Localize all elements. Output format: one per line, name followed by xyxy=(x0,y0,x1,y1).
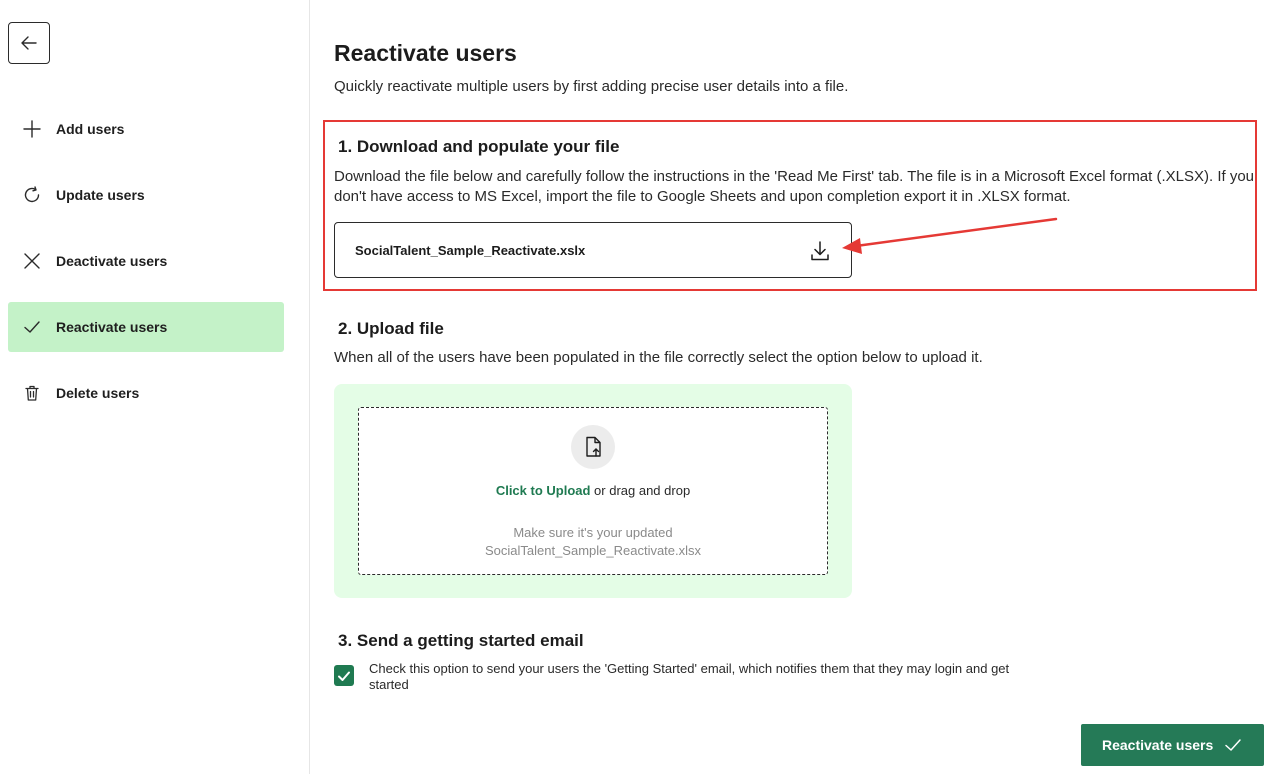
checkmark-icon xyxy=(337,669,351,683)
back-button[interactable] xyxy=(8,22,50,64)
sidebar-item-reactivate-users[interactable] xyxy=(8,302,284,352)
sidebar xyxy=(0,0,310,774)
file-upload-icon xyxy=(571,425,615,469)
sidebar-item-label: Update users xyxy=(56,187,145,203)
x-icon xyxy=(22,251,42,271)
upload-area xyxy=(334,384,852,598)
upload-hint xyxy=(359,524,827,560)
page-title: Reactivate users xyxy=(334,40,517,66)
drag-drop-text: or drag and drop xyxy=(590,483,691,498)
file-dropzone[interactable] xyxy=(358,407,828,575)
sidebar-item-label: Add users xyxy=(56,121,125,137)
download-file-button[interactable] xyxy=(334,222,852,278)
click-to-upload-link[interactable]: Click to Upload xyxy=(495,483,591,498)
sidebar-item-deactivate-users[interactable] xyxy=(8,236,284,286)
step1-title: 1. Download and populate your file xyxy=(338,137,620,156)
checkbox-label: Check this option to send your users the 'Getting Started' email, which notifies them that they may login and get started xyxy=(369,661,1010,692)
refresh-icon xyxy=(22,185,42,205)
check-icon xyxy=(1224,736,1242,754)
step1-description: Download the file below and carefully follow the instructions in the 'Read Me First' tab. The file is in a Microsoft Excel format (.XLSX). If you don't have access to MS Excel, import the file to Google Sheets and upon completion export it in .XLSX format. xyxy=(334,168,1255,205)
sidebar-item-add-users[interactable] xyxy=(8,104,284,154)
reactivate-users-button[interactable] xyxy=(1081,724,1264,766)
arrow-left-icon xyxy=(19,33,39,53)
upload-hint-line1: Make sure it's your updated xyxy=(513,525,673,540)
download-file-name: SocialTalent_Sample_Reactivate.xslx xyxy=(355,242,586,258)
page-subtitle: Quickly reactivate multiple users by first adding precise user details into a file. xyxy=(334,78,849,95)
sidebar-item-label: Delete users xyxy=(56,385,140,401)
getting-started-email-checkbox[interactable] xyxy=(334,665,354,686)
step2-description: When all of the users have been populated in the file correctly select the option below to upload it. xyxy=(334,349,983,366)
sidebar-item-label: Reactivate users xyxy=(56,319,168,335)
sidebar-item-update-users[interactable] xyxy=(8,170,284,220)
step3-title: 3. Send a getting started email xyxy=(338,631,584,650)
reactivate-users-button-label: Reactivate users xyxy=(1102,737,1214,753)
upload-prompt xyxy=(359,483,827,498)
sidebar-item-label: Deactivate users xyxy=(56,253,168,269)
sidebar-nav xyxy=(8,104,284,434)
plus-icon xyxy=(22,119,42,139)
download-icon xyxy=(809,240,831,262)
sidebar-item-delete-users[interactable] xyxy=(8,368,284,418)
check-icon xyxy=(22,317,42,337)
upload-hint-line2: SocialTalent_Sample_Reactivate.xlsx xyxy=(484,543,702,558)
step2-title: 2. Upload file xyxy=(338,319,444,338)
trash-icon xyxy=(22,383,42,403)
